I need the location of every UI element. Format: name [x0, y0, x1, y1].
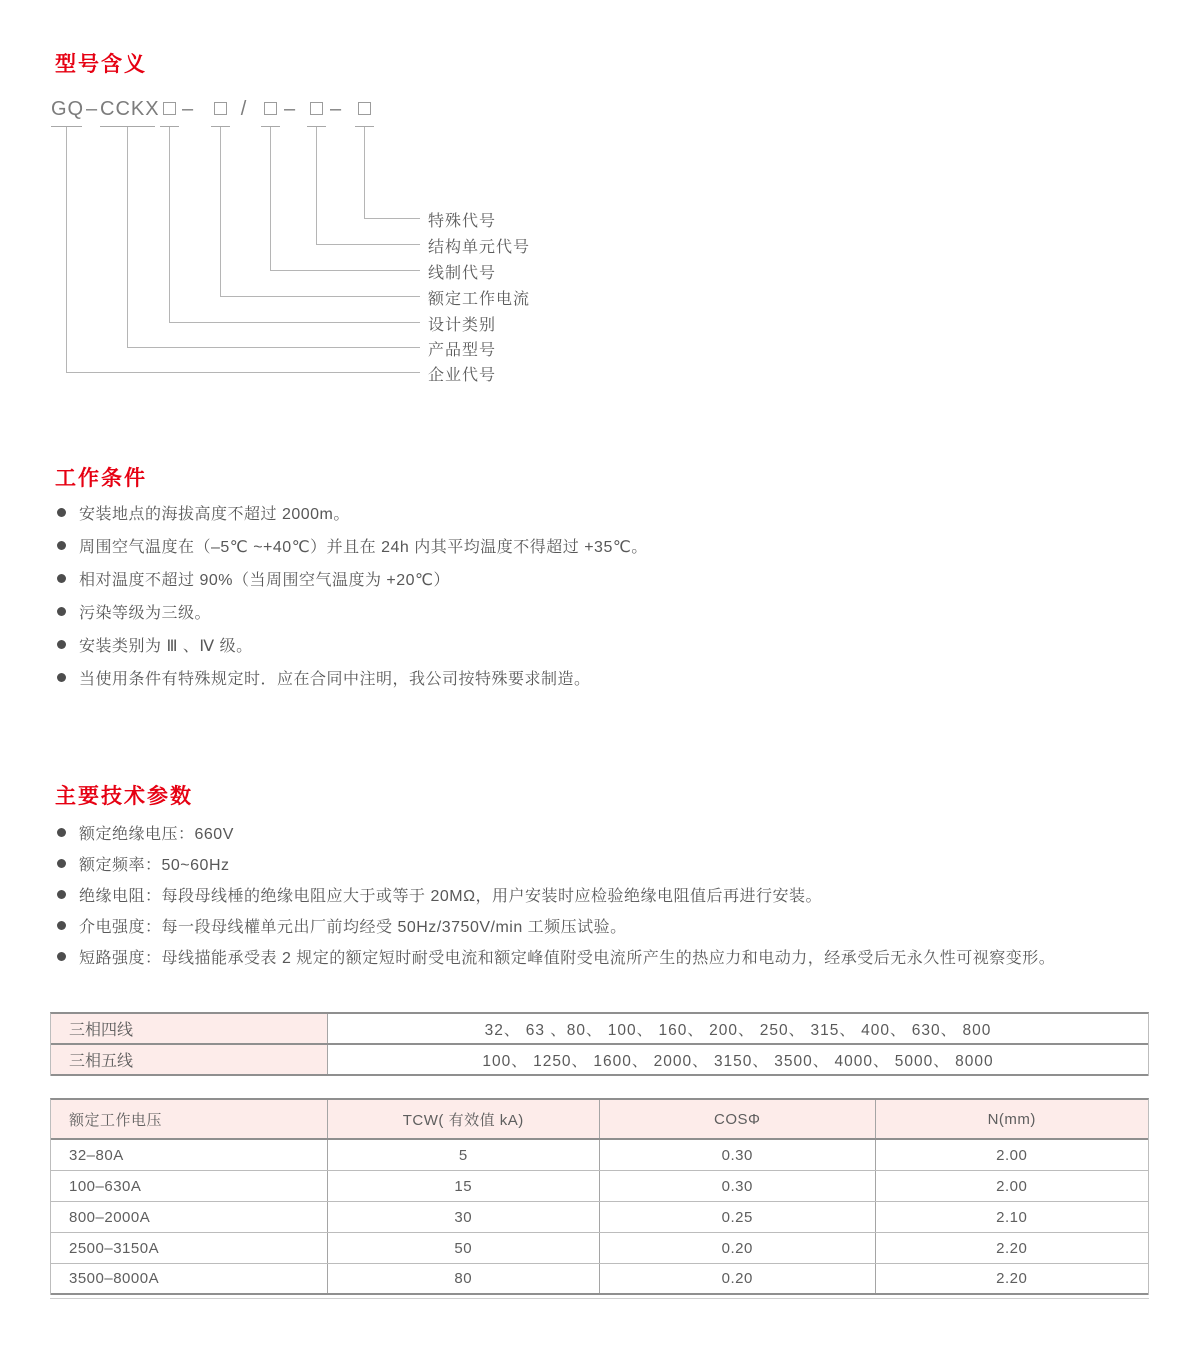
box-glyph — [358, 102, 371, 115]
box-glyph — [310, 102, 323, 115]
list-item-text: 安装地点的海拔高度不超过 2000m。 — [79, 506, 350, 523]
column-header: TCW( 有效值 kA) — [328, 1100, 601, 1138]
list-item — [57, 628, 648, 661]
model-code-diagram — [0, 0, 1200, 430]
table-row — [51, 1171, 1148, 1202]
table-header-row — [51, 1100, 1148, 1140]
model-code-label: 结构单元代号 — [428, 239, 531, 256]
bullet-icon — [57, 673, 66, 682]
connector-line-vertical — [127, 127, 128, 347]
bullet-icon — [57, 640, 66, 649]
connector-line-horizontal — [66, 372, 420, 373]
list-item — [57, 562, 648, 595]
tech-params-list — [57, 817, 1055, 972]
section-title-model-meaning: 型号含义 — [55, 53, 147, 76]
dash-separator: – — [330, 98, 343, 120]
list-item-text: 额定频率：50~60Hz — [79, 857, 230, 874]
connector-line-vertical — [66, 127, 67, 372]
code-part-product: CCKX — [100, 96, 155, 127]
work-conditions-list — [57, 496, 648, 694]
column-header: N(mm) — [987, 1110, 1036, 1128]
slash-separator: / — [240, 98, 248, 120]
column-header: 额定工作电压 — [51, 1100, 328, 1138]
connector-line-horizontal — [169, 322, 420, 323]
connector-line-vertical — [220, 127, 221, 296]
table-cell: 2.20 — [996, 1270, 1028, 1287]
table-cell: 80 — [328, 1264, 601, 1293]
table-cell: 15 — [328, 1171, 601, 1201]
table-cell: 0.30 — [600, 1171, 875, 1201]
bullet-icon — [57, 890, 66, 899]
table-cell: 0.30 — [600, 1140, 875, 1170]
list-item-text: 周围空气温度在（–5℃ ~+40℃）并且在 24h 内其平均温度不得超过 +35℃。 — [79, 539, 648, 556]
table-cell: 2500–3150A — [51, 1233, 328, 1263]
column-header: COSΦ — [600, 1100, 875, 1138]
list-item-text: 安装类别为 Ⅲ 、Ⅳ 级。 — [79, 638, 253, 655]
table-cell: 3500–8000A — [51, 1264, 328, 1293]
code-part-enterprise: GQ — [51, 96, 82, 127]
table-cell: 2.10 — [996, 1208, 1028, 1226]
placeholder-box-icon — [307, 96, 326, 127]
connector-line-horizontal — [316, 244, 420, 245]
table-cell: 100–630A — [51, 1171, 328, 1201]
list-item — [57, 910, 1055, 941]
bullet-icon — [57, 607, 66, 616]
placeholder-box-icon — [261, 96, 280, 127]
model-code-label: 企业代号 — [428, 367, 497, 384]
table-row — [51, 1014, 1148, 1045]
connector-line-horizontal — [270, 270, 420, 271]
bullet-icon — [57, 828, 66, 837]
connector-line-vertical — [270, 127, 271, 270]
connector-line-vertical — [316, 127, 317, 244]
wire-config-table — [50, 1012, 1149, 1076]
connector-line-vertical — [169, 127, 170, 322]
table-cell: 800–2000A — [51, 1202, 328, 1232]
table-row — [51, 1233, 1148, 1264]
model-code-label: 特殊代号 — [428, 213, 497, 230]
list-item-text: 介电强度：每一段母线權单元出厂前均经受 50Hz/3750V/min 工频压试验。 — [79, 919, 627, 936]
list-item-text: 额定绝缘电压：660V — [79, 826, 234, 843]
row-label-cell: 三相五线 — [51, 1045, 328, 1074]
dash-separator: – — [284, 98, 297, 120]
list-item — [57, 496, 648, 529]
connector-line-horizontal — [127, 347, 420, 348]
placeholder-box-icon — [160, 96, 179, 127]
list-item — [57, 529, 648, 562]
table-bottom-rule — [50, 1298, 1149, 1299]
list-item-text: 当使用条件有特殊规定时．应在合同中注明，我公司按特殊要求制造。 — [79, 671, 591, 688]
dash-separator: – — [85, 98, 99, 120]
row-label-cell: 三相四线 — [51, 1014, 328, 1043]
bullet-icon — [57, 859, 66, 868]
model-code-label: 产品型号 — [428, 342, 497, 359]
bullet-icon — [57, 952, 66, 961]
row-values-cell: 100、 1250、 1600、 2000、 3150、 3500、 4000、 5000、 8000 — [482, 1052, 994, 1070]
bullet-icon — [57, 508, 66, 517]
section-title-tech-params: 主要技术参数 — [55, 785, 193, 808]
table-cell: 32–80A — [51, 1140, 328, 1170]
list-item — [57, 595, 648, 628]
list-item — [57, 661, 648, 694]
list-item-text: 短路强度：母线描能承受表 2 规定的额定短时耐受电流和额定峰值附受电流所产生的热应力和电动力，经承受后无永久性可视察变形。 — [79, 950, 1056, 967]
box-glyph — [214, 102, 227, 115]
model-code-label: 设计类别 — [428, 317, 497, 334]
box-glyph — [264, 102, 277, 115]
model-code-label: 额定工作电流 — [428, 291, 531, 308]
param-table — [50, 1098, 1149, 1295]
list-item-text: 绝缘电阻：每段母线棰的绝缘电阻应大于或等于 20MΩ，用户安装时应检验绝缘电阻值后再进行安装。 — [79, 888, 823, 905]
list-item-text: 污染等级为三级。 — [79, 605, 212, 622]
model-code-label: 线制代号 — [428, 265, 497, 282]
bullet-icon — [57, 921, 66, 930]
table-cell: 0.20 — [600, 1233, 875, 1263]
table-row — [51, 1202, 1148, 1233]
list-item — [57, 848, 1055, 879]
table-cell: 30 — [328, 1202, 601, 1232]
row-values-cell: 32、 63 、80、 100、 160、 200、 250、 315、 400、 630、 800 — [484, 1021, 992, 1039]
dash-separator: – — [182, 98, 195, 120]
box-glyph — [163, 102, 176, 115]
table-cell: 5 — [328, 1140, 601, 1170]
param-table-wrap — [50, 1098, 1149, 1299]
placeholder-box-icon — [211, 96, 230, 127]
list-item-text: 相对温度不超过 90%（当周围空气温度为 +20℃） — [79, 572, 451, 589]
bullet-icon — [57, 541, 66, 550]
section-title-work-conditions: 工作条件 — [55, 467, 147, 490]
list-item — [57, 879, 1055, 910]
table-cell: 50 — [328, 1233, 601, 1263]
bullet-icon — [57, 574, 66, 583]
connector-line-vertical — [364, 127, 365, 218]
placeholder-box-icon — [355, 96, 374, 127]
list-item — [57, 817, 1055, 848]
table-cell: 0.20 — [600, 1264, 875, 1293]
table-row — [51, 1264, 1148, 1295]
table-cell: 2.00 — [996, 1146, 1028, 1164]
list-item — [57, 941, 1055, 972]
connector-line-horizontal — [220, 296, 420, 297]
connector-line-horizontal — [364, 218, 420, 219]
table-row — [51, 1045, 1148, 1076]
table-cell: 0.25 — [600, 1202, 875, 1232]
table-cell: 2.00 — [996, 1177, 1028, 1195]
table-cell: 2.20 — [996, 1239, 1028, 1257]
table-row — [51, 1140, 1148, 1171]
